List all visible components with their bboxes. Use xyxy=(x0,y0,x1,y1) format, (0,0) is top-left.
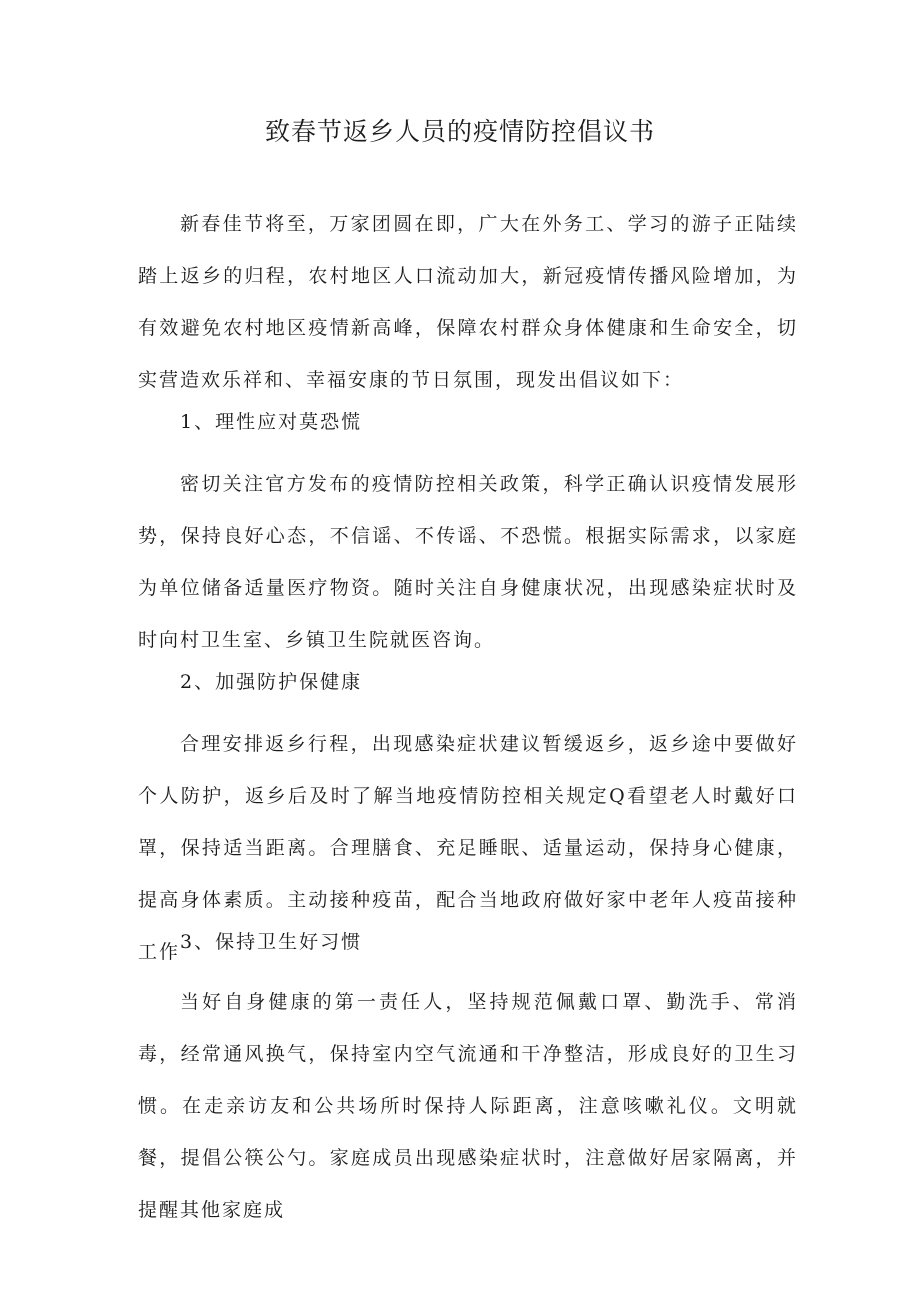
document-title: 致春节返乡人员的疫情防控倡议书 xyxy=(264,117,655,146)
section-1-heading: 1、理性应对莫恐慌 xyxy=(180,411,363,433)
section-2-body: 合理安排返乡行程，出现感染症状建议暂缓返乡，返乡途中要做好个人防护，返乡后及时了解当地疫情防控相关规定Q看望老人时戴好口罩，保持适当距离。合理膳食、充足睡眠、适量运动，保持身心健康，提高身体素质。主动接种疫苗，配合当地政府做好家中老年人疫苗接种工作 xyxy=(138,733,798,963)
section-2-heading: 2、加强防护保健康 xyxy=(180,671,363,693)
section-3-heading: 3、保持卫生好习惯 xyxy=(180,931,363,953)
section-3-body: 当好自身健康的第一责任人，坚持规范佩戴口罩、勤洗手、常消毒，经常通风换气，保持室内空气流通和干净整洁，形成良好的卫生习惯。在走亲访友和公共场所时保持人际距离，注意咳嗽礼仪。文明就餐，提倡公筷公勺。家庭成员出现感染症状时，注意做好居家隔离，并提醒其他家庭成 xyxy=(138,991,798,1221)
intro-paragraph: 新春佳节将至，万家团圆在即，广大在外务工、学习的游子正陆续踏上返乡的归程，农村地区人口流动加大，新冠疫情传播风险增加，为有效避免农村地区疫情新高峰，保障农村群众身体健康和生命安全，切实营造欢乐祥和、幸福安康的节日氛围，现发出倡议如下： xyxy=(138,213,798,391)
section-1-body: 密切关注官方发布的疫情防控相关政策，科学正确认识疫情发展形势，保持良好心态，不信谣、不传谣、不恐慌。根据实际需求，以家庭为单位储备适量医疗物资。随时关注自身健康状况，出现感染症状时及时向村卫生室、乡镇卫生院就医咨询。 xyxy=(138,473,798,651)
